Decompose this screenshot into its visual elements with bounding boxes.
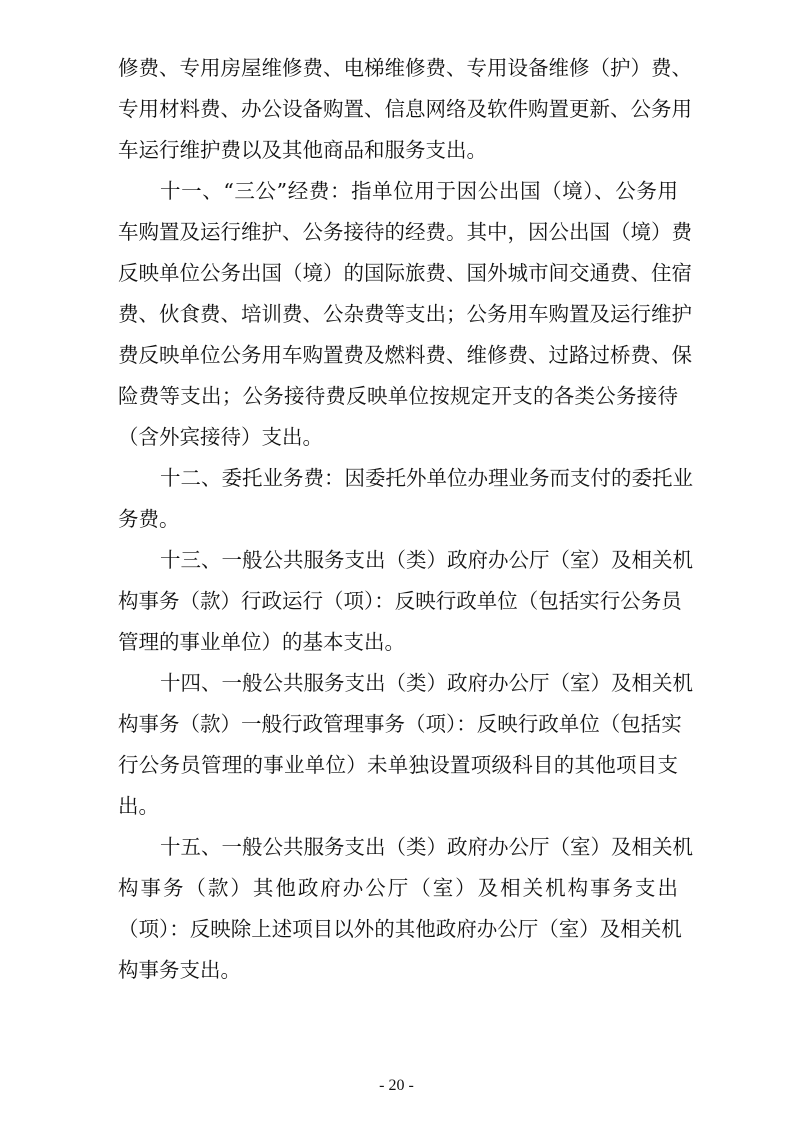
text-line: 十一、“三公”经费：指单位用于因公出国（境）、公务用 [160,179,678,203]
text-line: 务费。 [118,507,180,531]
text-line: 车运行维护费以及其他商品和服务支出。 [118,138,487,162]
text-line: 行公务员管理的事业单位）未单独设置项级科目的其他项目支 [118,753,678,777]
text-line: 出。 [118,794,159,818]
text-line: 构事务（款）一般行政管理事务（项）：反映行政单位（包括实 [118,712,682,736]
text-line: 构事务（款）行政运行（项）：反映行政单位（包括实行公务员 [118,589,682,613]
text-line: 专用材料费、办公设备购置、信息网络及软件购置更新、公务用 [118,97,692,121]
text-line: 费反映单位公务用车购置费及燃料费、维修费、过路过桥费、保 [118,343,692,367]
text-line: 反映单位公务出国（境）的国际旅费、国外城市间交通费、住宿 [118,261,692,285]
page-number: - 20 - [379,1077,414,1094]
text-line: 险费等支出；公务接待费反映单位按规定开支的各类公务接待 [118,384,678,408]
text-line: （项）：反映除上述项目以外的其他政府办公厅（室）及相关机 [118,917,682,941]
text-line: 费、伙食费、培训费、公杂费等支出；公务用车购置及运行维护 [118,302,692,326]
text-line: 十五、一般公共服务支出（类）政府办公厅（室）及相关机 [160,835,693,859]
text-line: 构事务支出。 [118,958,241,982]
text-line: 构事务（款）其他政府办公厅（室）及相关机构事务支出 [118,876,678,900]
text-line: 修费、专用房屋维修费、电梯维修费、专用设备维修（护）费、 [118,56,692,80]
text-line: 管理的事业单位）的基本支出。 [118,630,405,654]
text-line: 十三、一般公共服务支出（类）政府办公厅（室）及相关机 [160,548,693,572]
text-line: 十二、委托业务费：因委托外单位办理业务而支付的委托业 [160,466,693,490]
text-line: 十四、一般公共服务支出（类）政府办公厅（室）及相关机 [160,671,693,695]
text-line: （含外宾接待）支出。 [118,425,323,449]
text-line: 车购置及运行维护、公务接待的经费。其中，因公出国（境）费 [118,220,692,244]
